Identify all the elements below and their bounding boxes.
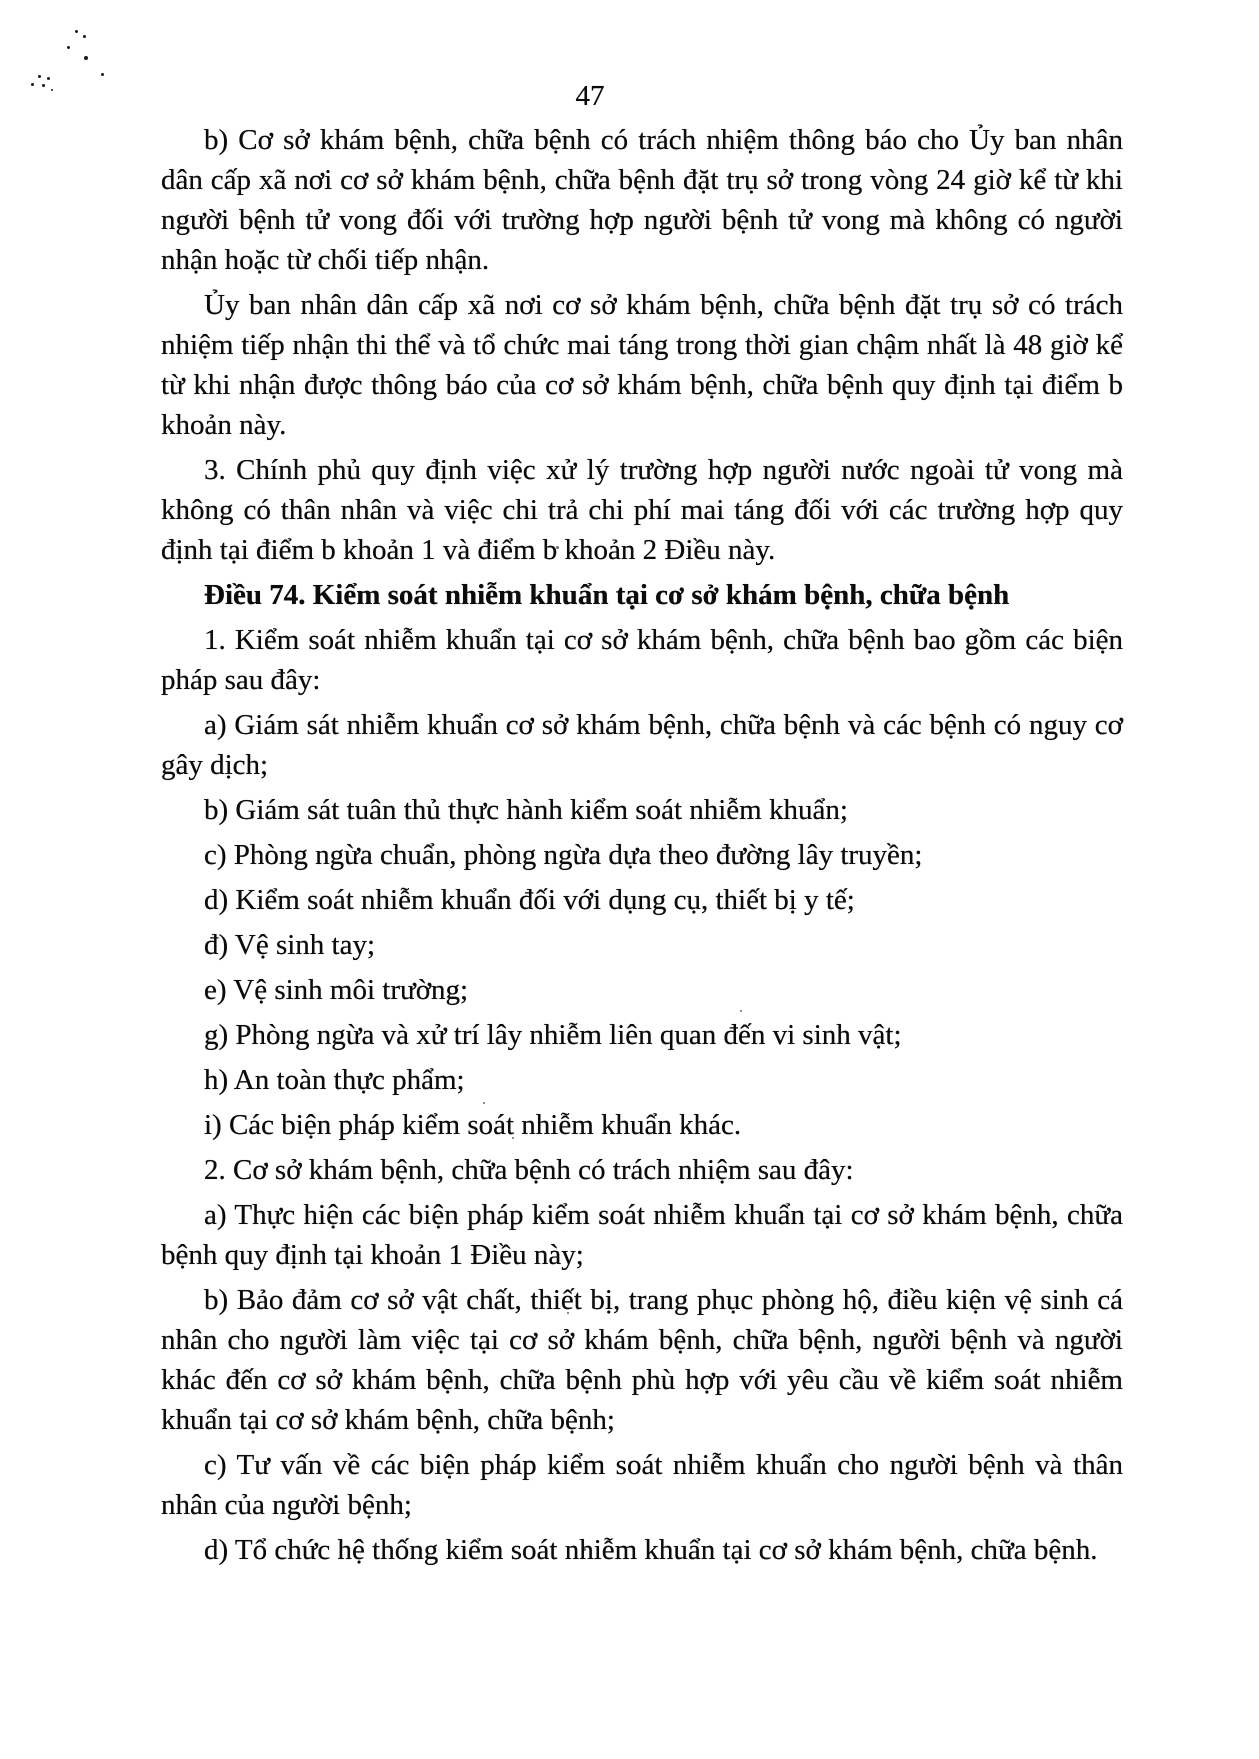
paragraph-point-e: e) Vệ sinh môi trường;: [204, 974, 469, 1006]
document-body: [161, 120, 1123, 1575]
paragraph-peoples-committee: Ủy ban nhân dân cấp xã nơi cơ sở khám bệnh, chữa bệnh đặt trụ sở có trách nhiệm tiếp nhận thi thể và tổ chức mai táng trong thời gian chậm nhất là 48 giờ kể từ khi nhận được thông báo của cơ sở khám bệnh, chữa bệnh quy định tại điểm b khoản này.: [161, 289, 1123, 441]
paragraph-point-dd: đ) Vệ sinh tay;: [204, 929, 376, 961]
paragraph-clause-2-point-c: c) Tư vấn về các biện pháp kiểm soát nhiễm khuẩn cho người bệnh và thân nhân của người bệnh;: [161, 1449, 1123, 1521]
paragraph-point-a: a) Giám sát nhiễm khuẩn cơ sở khám bệnh, chữa bệnh và các bệnh có nguy cơ gây dịch;: [161, 709, 1123, 781]
scan-speckle: [67, 46, 70, 49]
paragraph-clause-2-point-d: d) Tổ chức hệ thống kiểm soát nhiễm khuẩn tại cơ sở khám bệnh, chữa bệnh.: [204, 1534, 1098, 1566]
scan-speckle: [75, 30, 78, 33]
paragraph-clause-1: 1. Kiểm soát nhiễm khuẩn tại cơ sở khám bệnh, chữa bệnh bao gồm các biện pháp sau đây:: [161, 624, 1123, 696]
page-number: 47: [575, 80, 605, 112]
paragraph-point-c: c) Phòng ngừa chuẩn, phòng ngừa dựa theo đường lây truyền;: [204, 839, 923, 871]
paragraph-clause-3: 3. Chính phủ quy định việc xử lý trường hợp người nước ngoài tử vong mà không có thân nhân và việc chi trả chi phí mai táng đối với các trường hợp quy định tại điểm b khoản 1 và điểm b khoản 2 Điều này.: [161, 454, 1123, 566]
paragraph-clause-2: 2. Cơ sở khám bệnh, chữa bệnh có trách nhiệm sau đây:: [204, 1154, 854, 1186]
paragraph-clause-2-point-a: a) Thực hiện các biện pháp kiểm soát nhiễm khuẩn tại cơ sở khám bệnh, chữa bệnh quy định tại khoản 1 Điều này;: [161, 1199, 1123, 1271]
paragraph-point-b-notify: b) Cơ sở khám bệnh, chữa bệnh có trách nhiệm thông báo cho Ủy ban nhân dân cấp xã nơi cơ sở khám bệnh, chữa bệnh đặt trụ sở trong vòng 24 giờ kể từ khi người bệnh tử vong đối với trường hợp người bệnh tử vong mà không có người nhận hoặc từ chối tiếp nhận.: [161, 124, 1123, 276]
paragraph-point-b: b) Giám sát tuân thủ thực hành kiểm soát nhiễm khuẩn;: [204, 794, 848, 826]
paragraph-point-h: h) An toàn thực phẩm;: [204, 1064, 465, 1096]
scan-speckle: [84, 56, 88, 60]
article-74-heading: Điều 74. Kiểm soát nhiễm khuẩn tại cơ sở khám bệnh, chữa bệnh: [204, 579, 1010, 611]
paragraph-point-d: d) Kiểm soát nhiễm khuẩn đối với dụng cụ, thiết bị y tế;: [204, 884, 855, 916]
paragraph-point-i: i) Các biện pháp kiểm soát nhiễm khuẩn khác.: [204, 1109, 742, 1141]
scan-speckle: [83, 35, 86, 38]
paragraph-clause-2-point-b: b) Bảo đảm cơ sở vật chất, thiết bị, trang phục phòng hộ, điều kiện vệ sinh cá nhân cho người làm việc tại cơ sở khám bệnh, chữa bệnh, người bệnh và người khác đến cơ sở khám bệnh, chữa bệnh phù hợp với yêu cầu về kiểm soát nhiễm khuẩn tại cơ sở khám bệnh, chữa bệnh;: [161, 1284, 1123, 1436]
paragraph-point-g: g) Phòng ngừa và xử trí lây nhiễm liên quan đến vi sinh vật;: [204, 1019, 902, 1051]
